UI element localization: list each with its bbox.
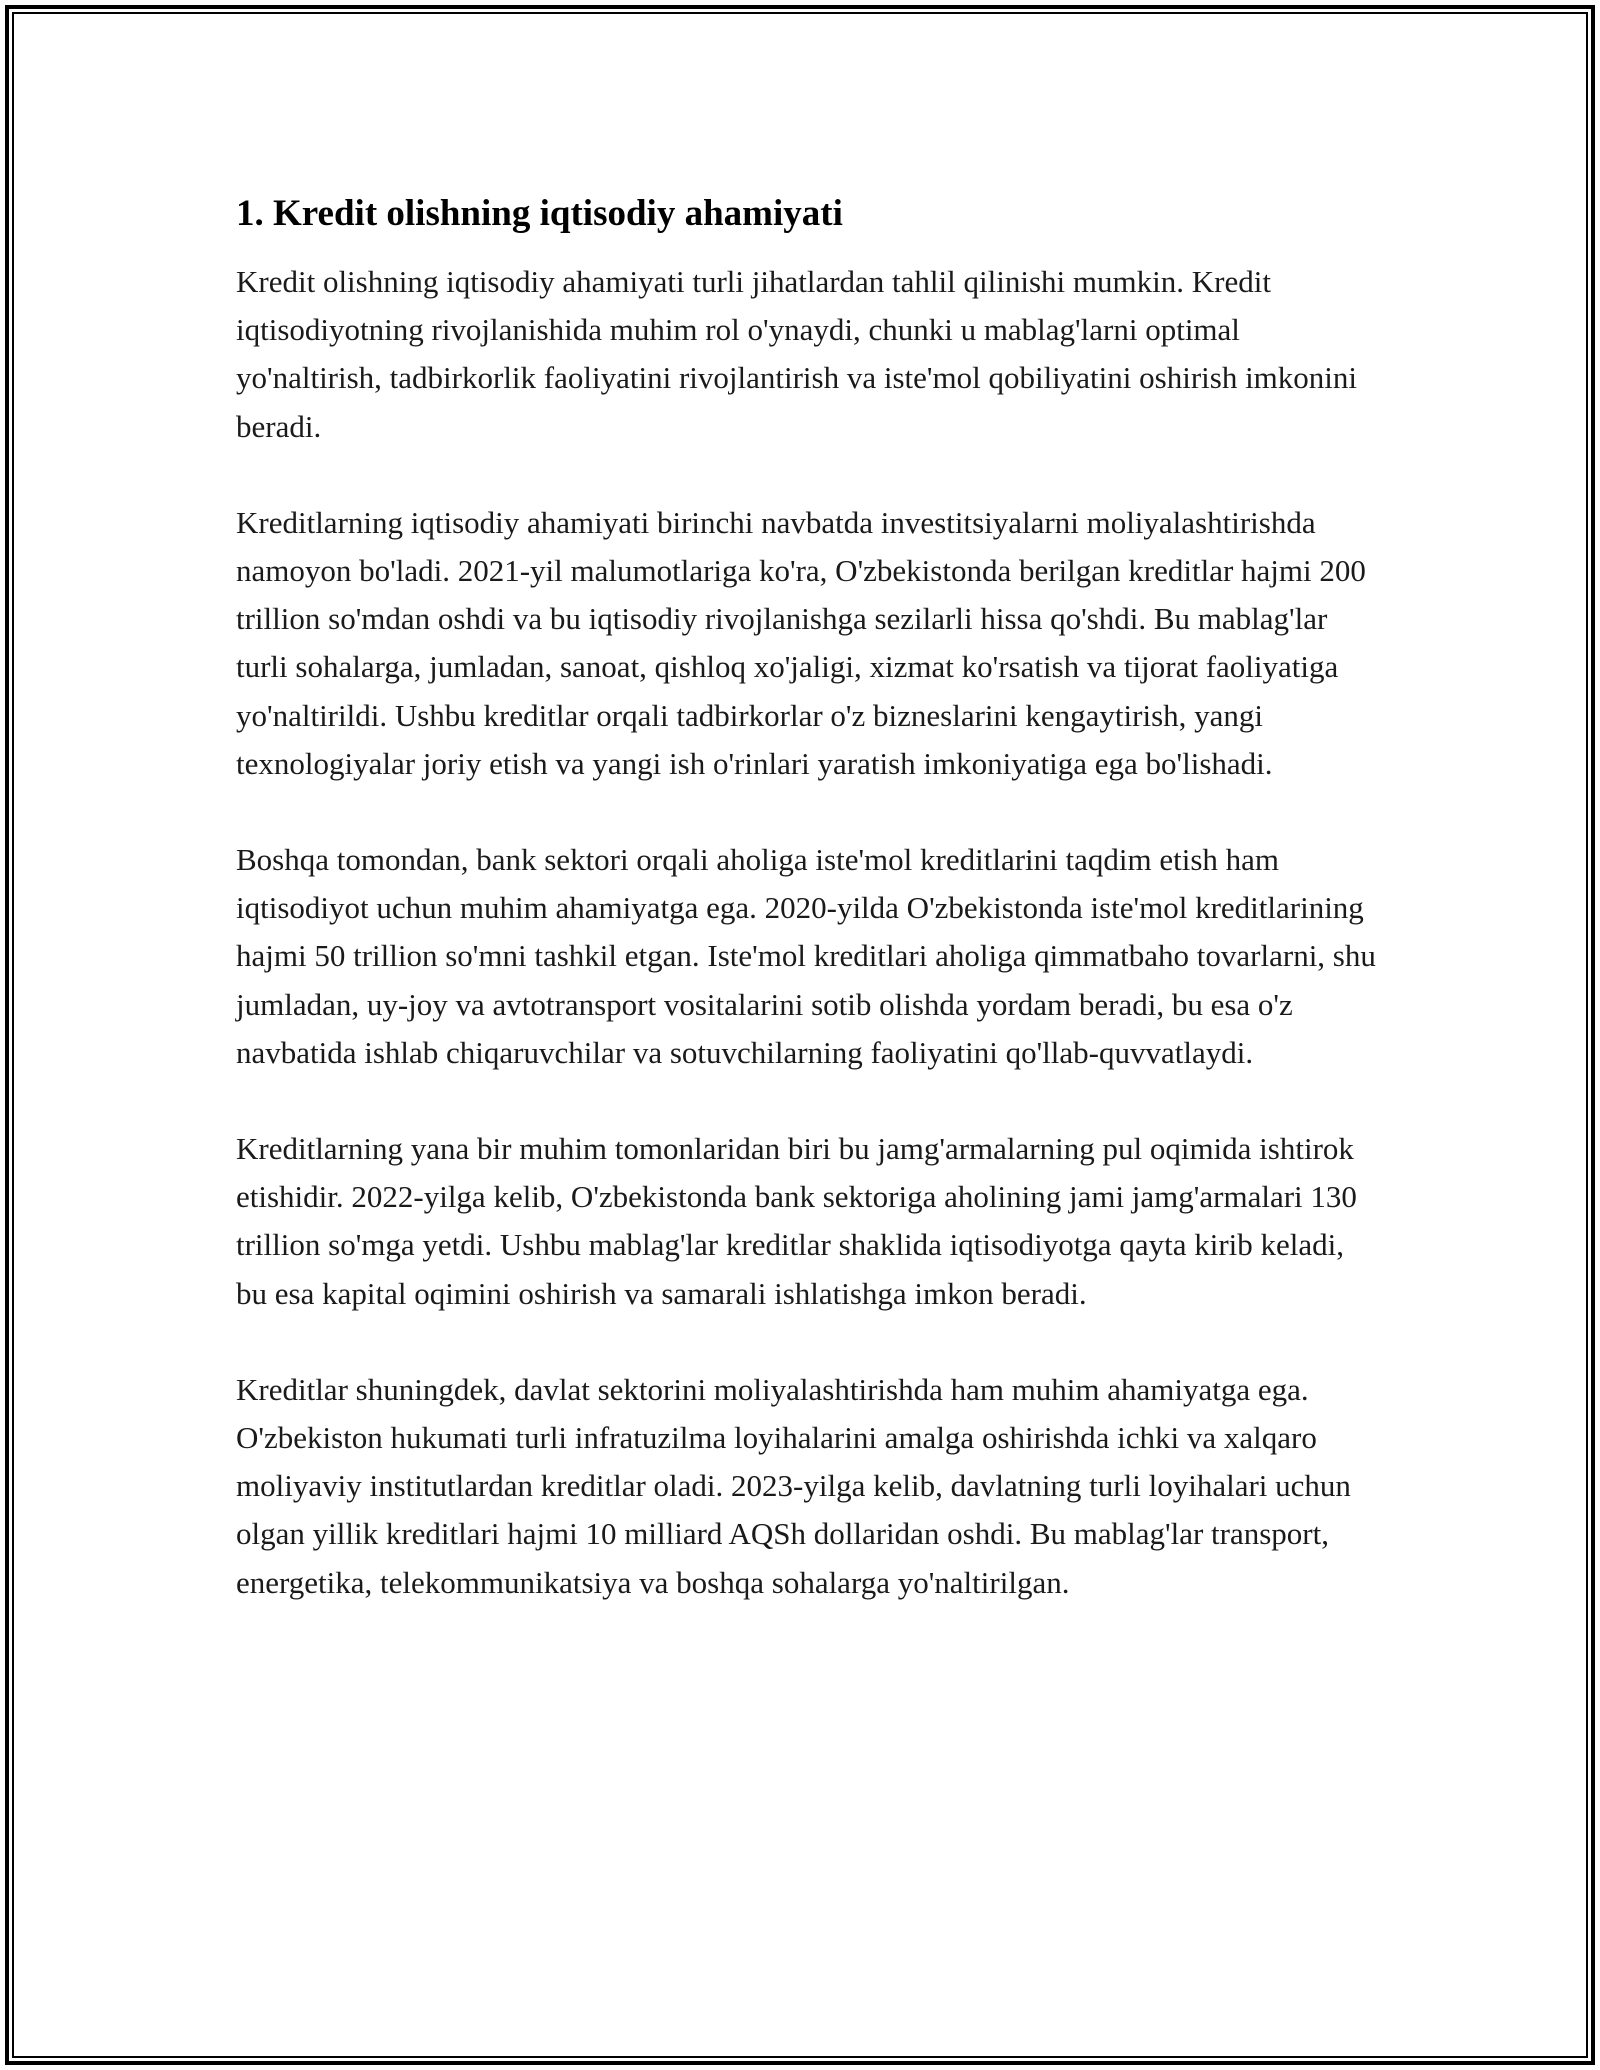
document-body <box>236 186 1376 1607</box>
paragraph-1: Kredit olishning iqtisodiy ahamiyati turli jihatlardan tahlil qilinishi mumkin. Kredit iqtisodiyotning rivojlanishida muhim rol o'ynaydi, chunki u mablag'larni optimal yo'naltirish, tadbirkorlik faoliyatini rivojlantirish va iste'mol qobiliyatini oshirish imkonini beradi. <box>236 264 1358 444</box>
paragraph-4: Kreditlarning yana bir muhim tomonlaridan biri bu jamg'armalarning pul oqimida ishtirok etishidir. 2022-yilga kelib, O'zbekistonda bank sektoriga aholining jami jamg'armalari 130 trillion so'mga yetdi. Ushbu mablag'lar kreditlar shaklida iqtisodiyotga qayta kirib keladi, bu esa kapital oqimini oshirish va samarali ishlatishga imkon beradi. <box>236 1131 1357 1311</box>
paragraph-2: Kreditlarning iqtisodiy ahamiyati birinchi navbatda investitsiyalarni moliyalashtirishda namoyon bo'ladi. 2021-yil malumotlariga ko'ra, O'zbekistonda berilgan kreditlar hajmi 200 trillion so'mdan oshdi va bu iqtisodiy rivojlanishga sezilarli hissa qo'shdi. Bu mablag'lar turli sohalarga, jumladan, sanoat, qishloq xo'jaligi, xizmat ko'rsatish va tijorat faoliyatiga yo'naltirildi. Ushbu kreditlar orqali tadbirkorlar o'z bizneslarini kengaytirish, yangi texnologiyalar joriy etish va yangi ish o'rinlari yaratish imkoniyatiga ega bo'lishadi. <box>236 504 1366 781</box>
section-heading: 1. Kredit olishning iqtisodiy ahamiyati <box>236 193 843 234</box>
paragraph-5: Kreditlar shuningdek, davlat sektorini moliyalashtirishda ham muhim ahamiyatga ega. O'zbekiston hukumati turli infratuzilma loyihalarini amalga oshirishda ichki va xalqaro moliyaviy institutlardan kreditlar oladi. 2023-yilga kelib, davlatning turli loyihalari uchun olgan yillik kreditlari hajmi 10 milliard AQSh dollaridan oshdi. Bu mablag'lar transport, energetika, telekommunikatsiya va boshqa sohalarga yo'naltirilgan. <box>236 1371 1351 1600</box>
paragraph-3: Boshqa tomondan, bank sektori orqali aholiga iste'mol kreditlarini taqdim etish ham iqtisodiyot uchun muhim ahamiyatga ega. 2020-yilda O'zbekistonda iste'mol kreditlarining hajmi 50 trillion so'mni tashkil etgan. Iste'mol kreditlari aholiga qimmatbaho tovarlarni, shu jumladan, uy-joy va avtotransport vositalarini sotib olishda yordam beradi, bu esa o'z navbatida ishlab chiqaruvchilar va sotuvchilarning faoliyatini qo'llab-quvvatlaydi. <box>236 842 1376 1070</box>
